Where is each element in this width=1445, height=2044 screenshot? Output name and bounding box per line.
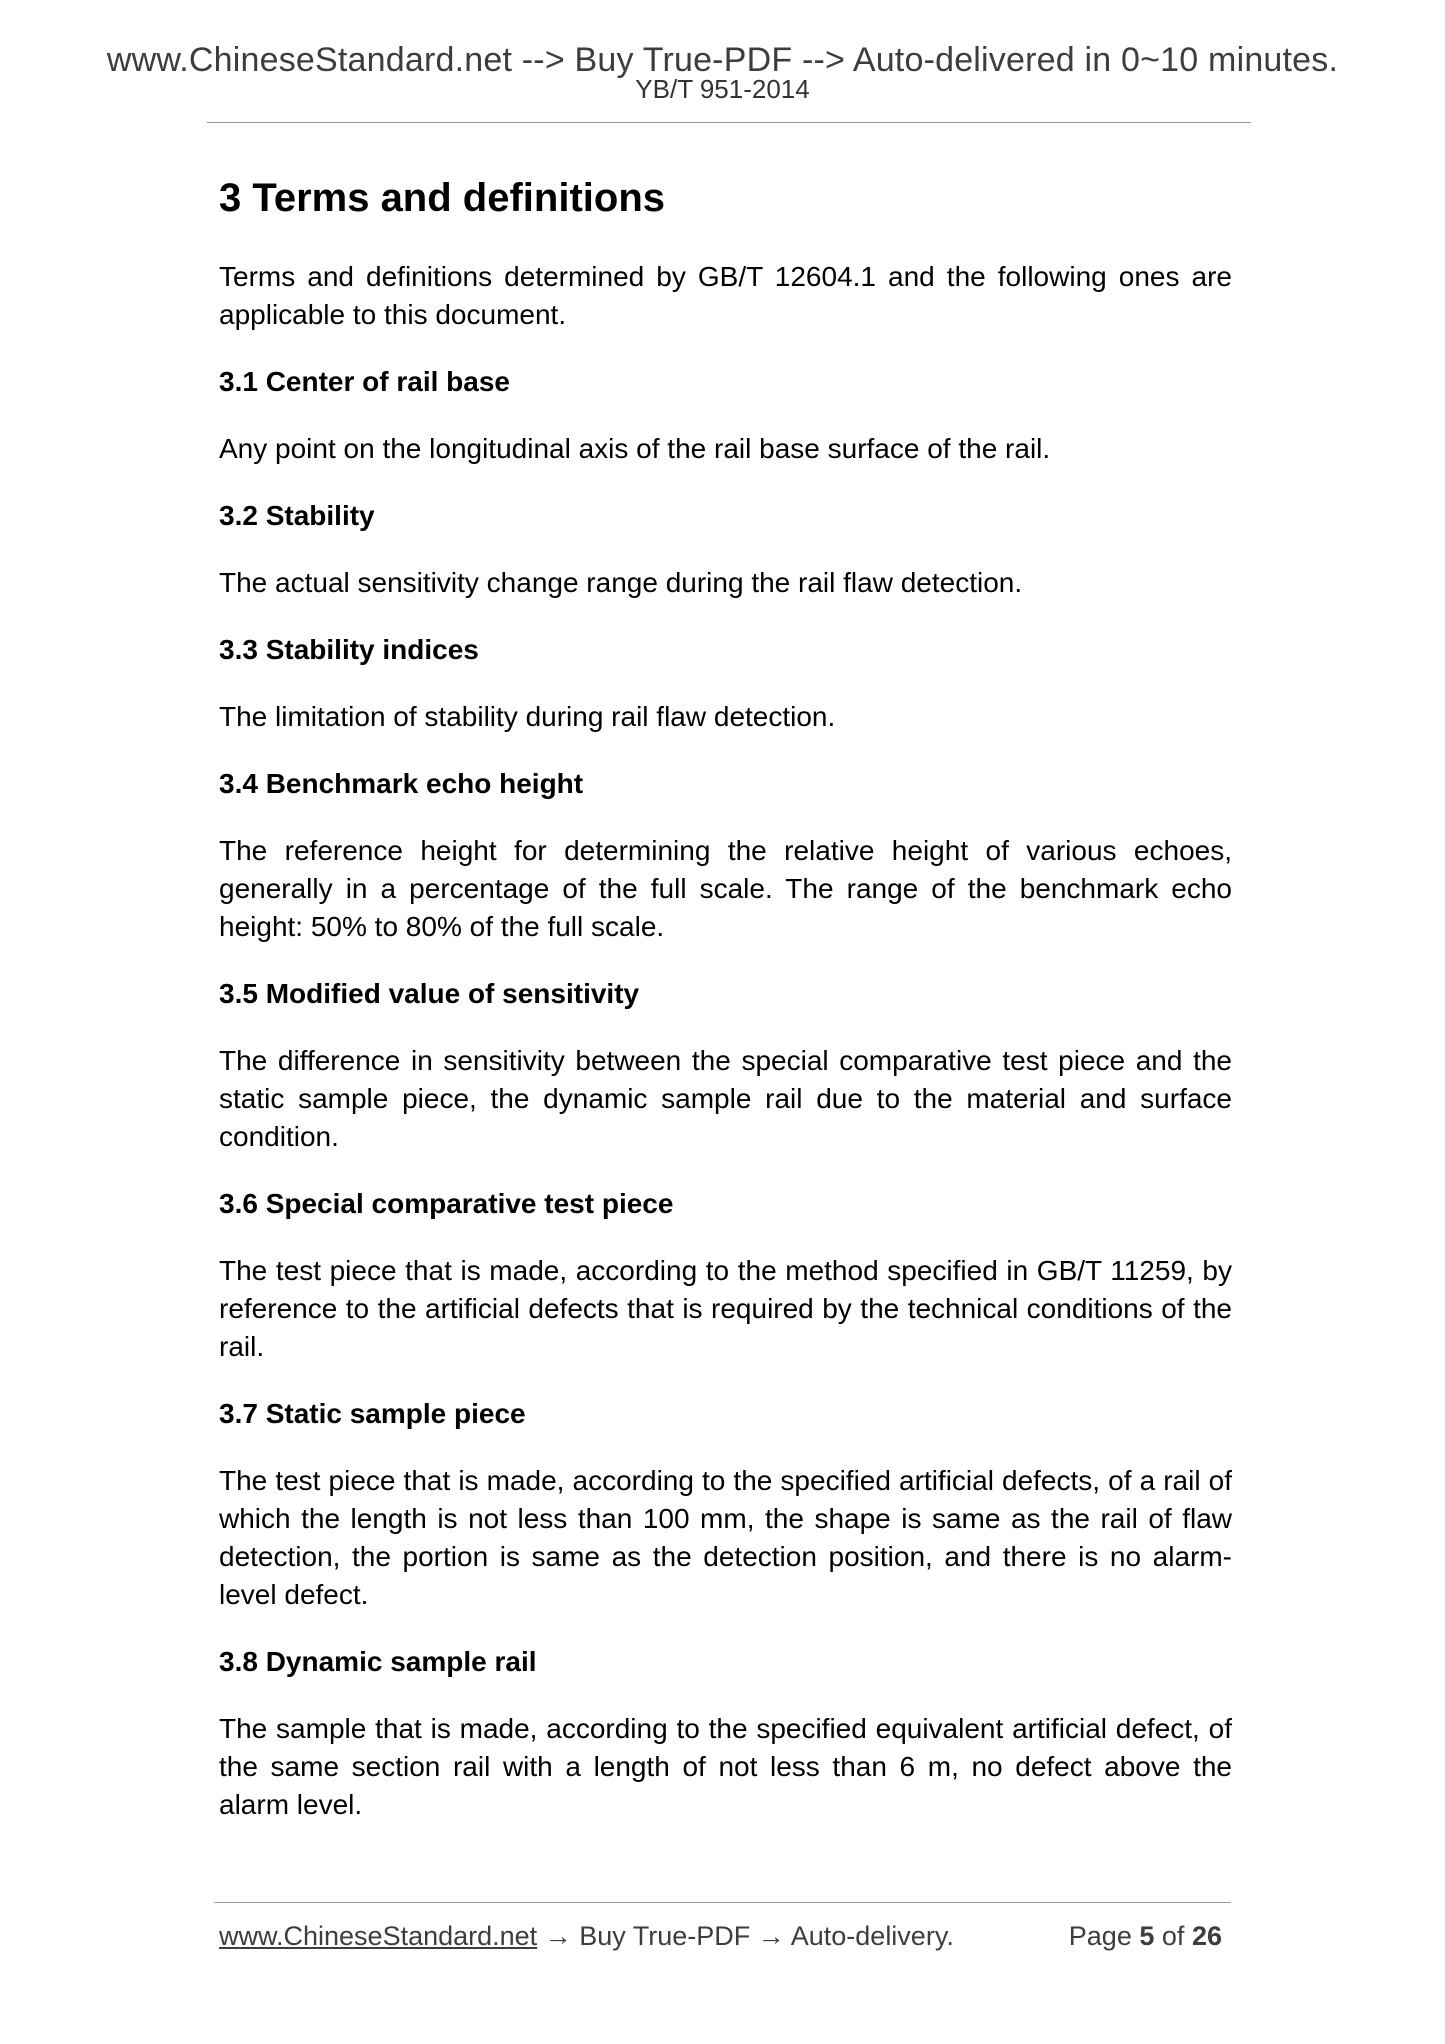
term-heading-3-6: 3.6 Special comparative test piece — [219, 1188, 674, 1219]
term-heading-3-4: 3.4 Benchmark echo height — [219, 768, 584, 799]
term-heading-3-3: 3.3 Stability indices — [219, 634, 479, 665]
header-divider — [207, 122, 1251, 123]
standard-number: YB/T 951-2014 — [635, 74, 810, 104]
section-title: 3 Terms and definitions — [219, 176, 665, 220]
footer-divider — [214, 1902, 1231, 1903]
footer-site-link[interactable]: www.ChineseStandard.net — [219, 1921, 538, 1951]
footer-tagline: → Buy True-PDF → Auto-delivery. — [537, 1921, 954, 1951]
document-body — [219, 164, 1232, 1853]
term-heading-3-5: 3.5 Modified value of sensitivity — [219, 978, 640, 1009]
footer-promo — [219, 1918, 954, 1954]
term-definition-3-5: The difference in sensitivity between the special comparative test piece and the static sample piece, the dynamic sample rail due to the material and surface condition. — [219, 1045, 1232, 1152]
site-banner: www.ChineseStandard.net --> Buy True-PDF --> Auto-delivered in 0~10 minutes. — [106, 41, 1339, 79]
page-current: 5 — [1139, 1921, 1155, 1951]
term-definition-3-2: The actual sensitivity change range during the rail flaw detection. — [219, 567, 1023, 598]
page-of-label: of — [1161, 1921, 1185, 1951]
term-definition-3-8: The sample that is made, according to the specified equivalent artificial defect, of the same section rail with a length of not less than 6 m, no defect above the alarm level. — [219, 1713, 1232, 1820]
term-definition-3-6: The test piece that is made, according to the method specified in GB/T 11259, by reference to the artificial defects that is required by the technical conditions of the rail. — [219, 1255, 1232, 1362]
section-intro: Terms and definitions determined by GB/T 12604.1 and the following ones are applicable to this document. — [219, 261, 1232, 330]
term-heading-3-7: 3.7 Static sample piece — [219, 1398, 526, 1429]
term-definition-3-7: The test piece that is made, according to the specified artificial defects, of a rail of which the length is not less than 100 mm, the shape is same as the rail of flaw detection, the portion is same as the detection position, and there is no alarm-level defect. — [219, 1465, 1232, 1610]
term-definition-3-4: The reference height for determining the relative height of various echoes, generally in a percentage of the full scale. The range of the benchmark echo height: 50% to 80% of the full scale. — [219, 835, 1232, 942]
page-label: Page — [1068, 1921, 1132, 1951]
term-definition-3-3: The limitation of stability during rail flaw detection. — [219, 701, 836, 732]
page-indicator — [1069, 1918, 1222, 1954]
term-heading-3-8: 3.8 Dynamic sample rail — [219, 1646, 537, 1677]
term-heading-3-1: 3.1 Center of rail base — [219, 366, 511, 397]
term-heading-3-2: 3.2 Stability — [219, 500, 375, 531]
page-total: 26 — [1191, 1921, 1222, 1951]
term-definition-3-1: Any point on the longitudinal axis of the rail base surface of the rail. — [219, 433, 1051, 464]
